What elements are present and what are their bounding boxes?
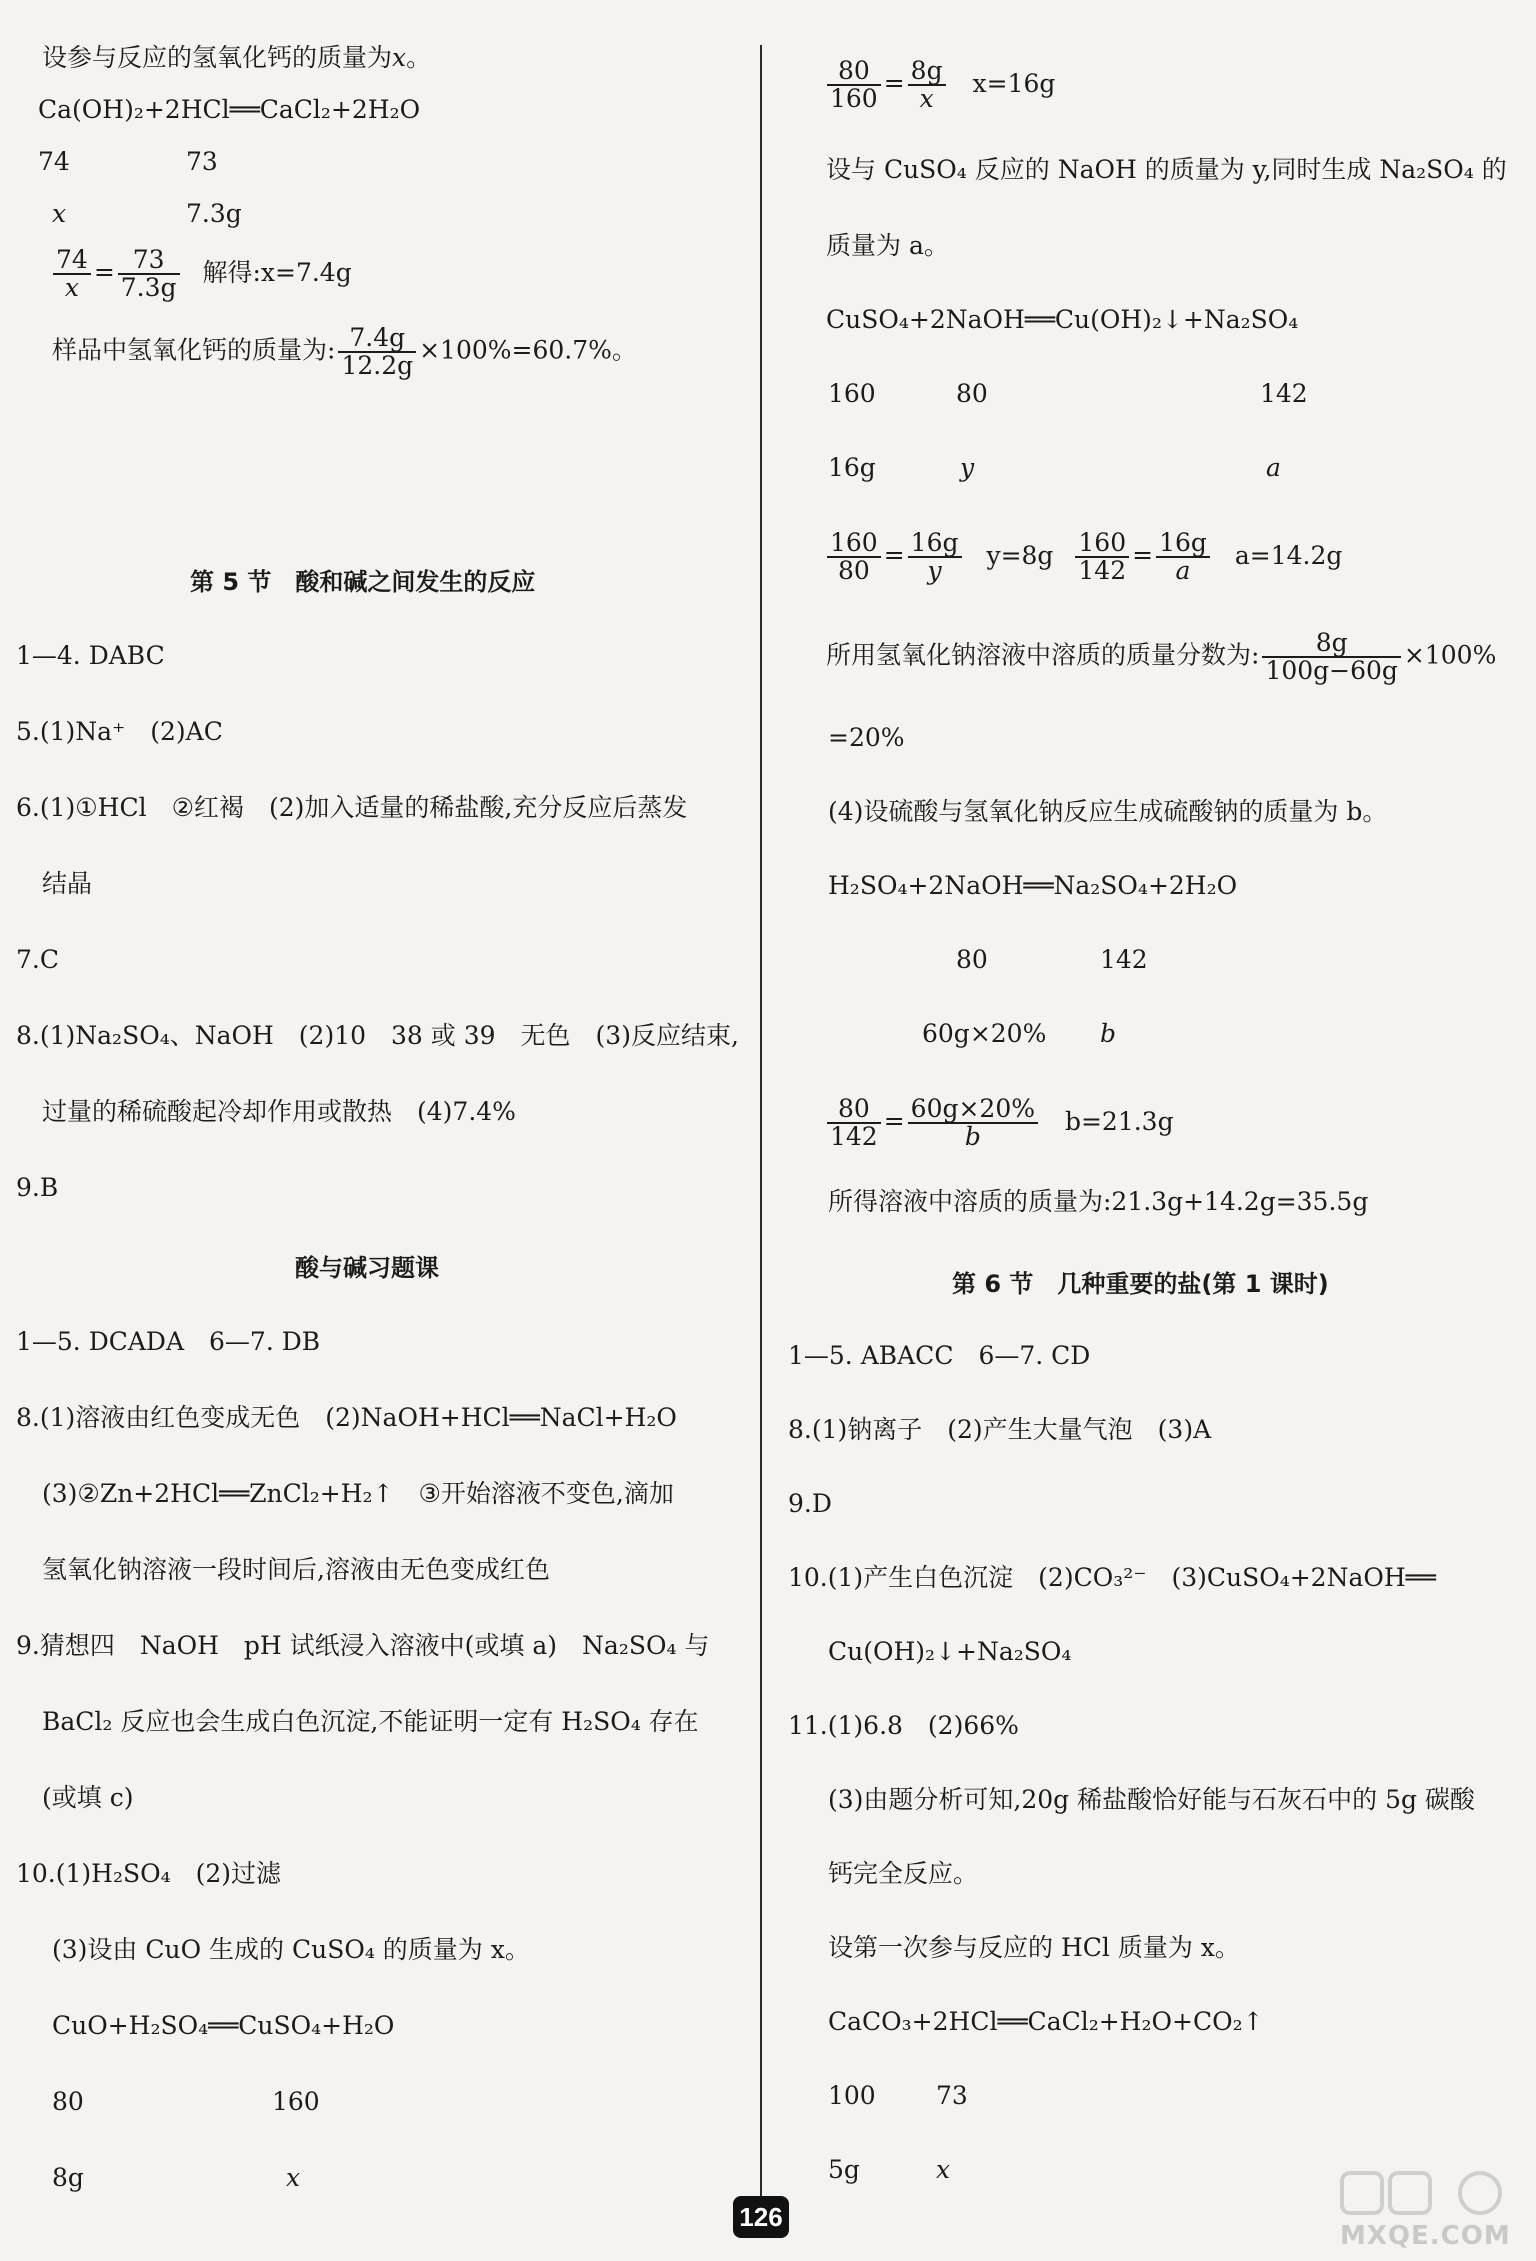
watermark [1340,2165,1530,2255]
result-line: 所用氢氧化钠溶液中溶质的质量分数为: $\frac{8g}{100g-60g}$ ×100% [826,628,1497,685]
ratio-variable: a [1266,453,1281,482]
answer-line: 8.(1)Na₂SO₄、NaOH (2)10 38 或 39 无色 (3)反应结束, [16,1021,739,1050]
answer-line: 10.(1)产生白色沉淀 (2)CO₃²⁻ (3)CuSO₄+2NaOH══ [788,1563,1436,1592]
section-heading: 酸与碱习题课 [295,1254,439,1282]
column-divider [760,45,762,2210]
section-heading: 第 6 节 几种重要的盐(第 1 课时) [952,1270,1329,1298]
ratio-value: 5g [828,2155,860,2184]
ratio-value: 73 [936,2081,968,2110]
result-line: 所得溶液中溶质的质量为:21.3g+14.2g=35.5g [828,1187,1369,1216]
answer-line: (或填 c) [42,1783,134,1812]
result-line: 样品中氢氧化钙的质量为: $\frac{7.4g}{12.2g}$ ×100%=60.7%。 [52,323,637,380]
answer-line: BaCl₂ 反应也会生成白色沉淀,不能证明一定有 H₂SO₄ 存在 [42,1707,699,1736]
ratio-value: 80 [52,2087,84,2116]
answer-line: 9.猜想四 NaOH pH 试纸浸入溶液中(或填 a) Na₂SO₄ 与 [16,1631,710,1660]
ratio-value: 80 [956,945,988,974]
ratio-value: 100 [828,2081,876,2110]
ratio-value: 73 [186,147,218,176]
proportion-line: $\frac{160}{80}$ = $\frac{16g}{y}$ y=8g $\frac{160}{142}$ = $\frac{16g}{a}$ a=14.2g [824,530,1342,584]
equation: H₂SO₄+2NaOH══Na₂SO₄+2H₂O [828,871,1238,900]
ratio-value: 80 [956,379,988,408]
answer-line: 7.C [16,945,59,974]
answer-line: 过量的稀硫酸起冷却作用或散热 (4)7.4% [42,1097,516,1126]
equation: Ca(OH)₂+2HCl══CaCl₂+2H₂O [38,95,421,124]
proportion-line: $\frac{80}{160}$ = $\frac{8g}{x}$ x=16g [824,58,1055,112]
answer-line: 1—4. DABC [16,641,165,670]
ratio-variable: x [286,2163,301,2192]
answer-line: 9.B [16,1173,59,1202]
answer-line: 氢氧化钠溶液一段时间后,溶液由无色变成红色 [42,1555,550,1584]
answer-line: 9.D [788,1489,832,1518]
answer-line: (3)②Zn+2HCl══ZnCl₂+H₂↑ ③开始溶液不变色,滴加 [42,1479,674,1508]
proportion-line: $\frac{80}{142}$ = $\frac{60g\times 20\%}{b}$ b=21.3g [824,1096,1174,1150]
ratio-variable: x [52,199,67,228]
text-line: (4)设硫酸与氢氧化钠反应生成硫酸钠的质量为 b。 [828,797,1388,826]
answer-line: 设第一次参与反应的 HCl 质量为 x。 [828,1933,1240,1962]
answer-line: 8.(1)溶液由红色变成无色 (2)NaOH+HCl══NaCl+H₂O [16,1403,677,1432]
result-line: =20% [828,723,905,752]
equation: CuO+H₂SO₄══CuSO₄+H₂O [52,2011,395,2040]
ratio-value: 160 [828,379,876,408]
ratio-value: 16g [828,453,876,482]
answer-line: 11.(1)6.8 (2)66% [788,1711,1019,1740]
answer-line: 结晶 [42,869,93,898]
answer-line: 5.(1)Na⁺ (2)AC [16,717,223,746]
text-line: 设参与反应的氢氧化钙的质量为x。 [42,43,432,72]
ratio-variable: b [1100,1019,1117,1048]
ratio-variable: x [936,2155,951,2184]
answer-line: 6.(1)①HCl ②红褐 (2)加入适量的稀盐酸,充分反应后蒸发 [16,793,688,822]
ratio-value: 142 [1100,945,1148,974]
equation: CuSO₄+2NaOH══Cu(OH)₂↓+Na₂SO₄ [826,305,1299,334]
answer-line: 10.(1)H₂SO₄ (2)过滤 [16,1859,282,1888]
answer-line: 1—5. ABACC 6—7. CD [788,1341,1091,1370]
ratio-value: 142 [1260,379,1308,408]
watermark-url: MXQE.COM [1340,2221,1511,2251]
section-heading: 第 5 节 酸和碱之间发生的反应 [190,568,536,596]
ratio-value: 60g×20% [922,1019,1047,1048]
ratio-value: 7.3g [186,199,242,228]
answer-line: (3)由题分析可知,20g 稀盐酸恰好能与石灰石中的 5g 碳酸 [828,1785,1475,1814]
page-number: 126 [733,2196,789,2238]
text-line: 设与 CuSO₄ 反应的 NaOH 的质量为 y,同时生成 Na₂SO₄ 的 [826,155,1507,184]
ratio-value: 74 [38,147,70,176]
answer-line: Cu(OH)₂↓+Na₂SO₄ [828,1637,1072,1666]
watermark-logo-icon [1340,2169,1530,2217]
ratio-variable: y [960,453,975,482]
ratio-value: 8g [52,2163,84,2192]
answer-line: 钙完全反应。 [828,1859,979,1888]
equation: CaCO₃+2HCl══CaCl₂+H₂O+CO₂↑ [828,2007,1264,2036]
answer-line: 8.(1)钠离子 (2)产生大量气泡 (3)A [788,1415,1212,1444]
answer-line: 1—5. DCADA 6—7. DB [16,1327,321,1356]
answer-line: (3)设由 CuO 生成的 CuSO₄ 的质量为 x。 [52,1935,530,1964]
text-line: 质量为 a。 [826,231,949,260]
proportion-line: $\frac{74}{x}$ = $\frac{73}{7.3g}$ 解得:x=7.4g [50,247,352,301]
ratio-value: 160 [272,2087,320,2116]
